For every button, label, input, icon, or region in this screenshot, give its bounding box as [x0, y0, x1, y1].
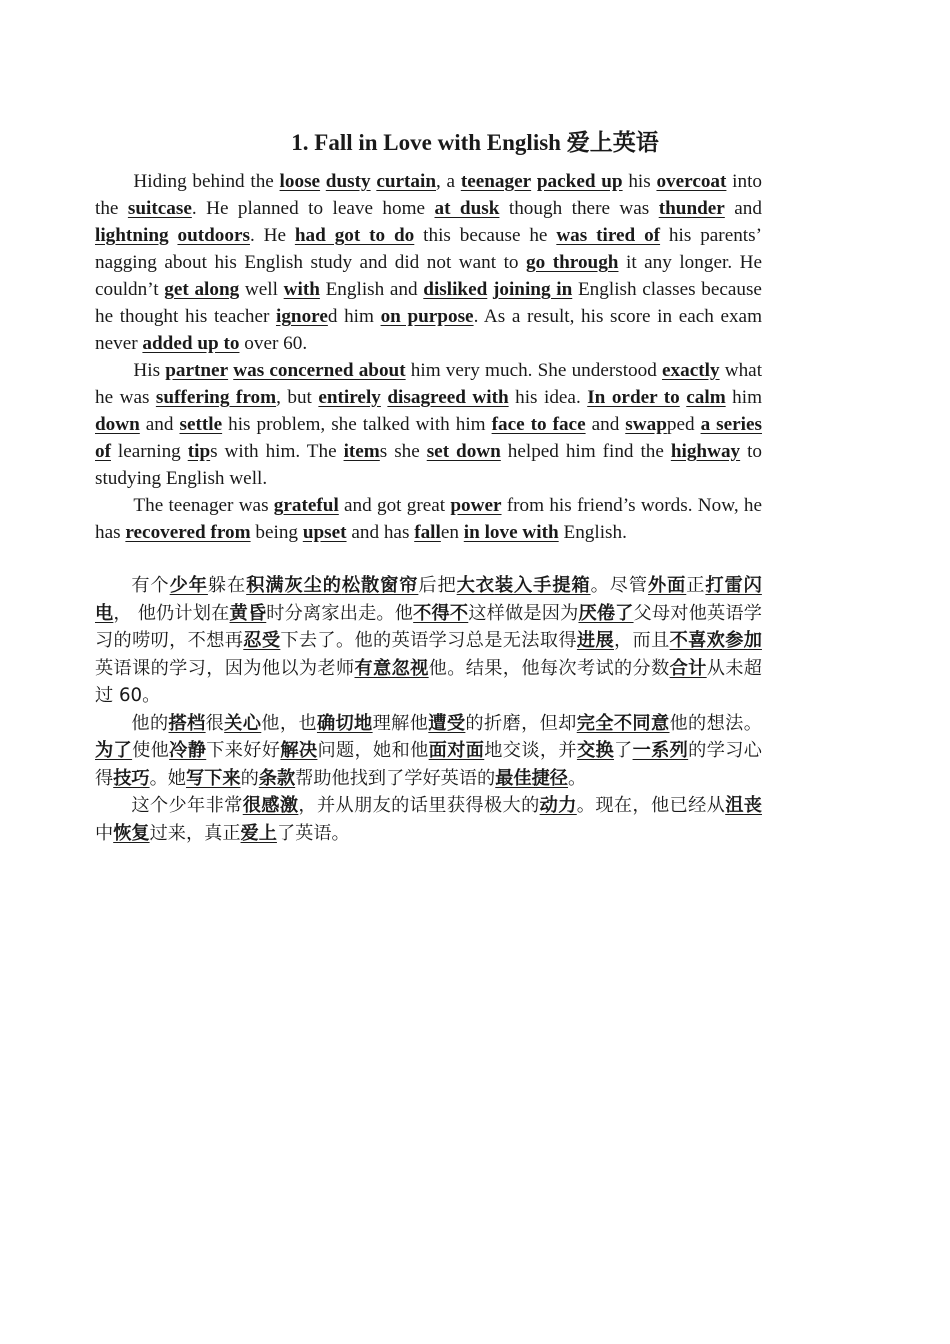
- english-passage: [95, 168, 762, 546]
- english-paragraph: [95, 168, 762, 357]
- highlighted-term: 确切地: [316, 712, 373, 734]
- text-segment: 。: [568, 767, 587, 789]
- highlighted-term: 外面: [648, 575, 687, 596]
- text-segment: s with him. The: [210, 441, 344, 462]
- text-segment: his problem, she talked with him: [222, 414, 492, 435]
- english-paragraph: [95, 492, 762, 546]
- text-segment: to studying English well.: [95, 441, 762, 489]
- text-segment: ped: [666, 414, 701, 435]
- text-segment: 中: [95, 822, 114, 844]
- highlighted-term: 交换: [576, 740, 615, 761]
- text-segment: , but: [276, 387, 319, 408]
- text-segment: helped him find the: [500, 441, 671, 462]
- highlighted-term: partner: [165, 360, 229, 381]
- text-segment: English.: [558, 522, 627, 543]
- text-segment: 问题，她和他: [317, 740, 429, 761]
- highlighted-term: 不喜欢参加: [669, 630, 762, 651]
- text-segment: though there was: [499, 198, 659, 219]
- text-segment: 有个: [131, 575, 170, 596]
- highlighted-term: down: [95, 414, 140, 435]
- document-title: 1. Fall in Love with English 爱上英语: [291, 130, 659, 155]
- highlighted-term: 完全不同意: [576, 712, 670, 734]
- highlighted-term: get along: [164, 279, 240, 300]
- text-segment: his idea.: [508, 387, 588, 408]
- highlighted-term: entirely: [318, 387, 381, 408]
- highlighted-term: 打雷闪电: [95, 575, 762, 624]
- text-segment: 。尽管: [590, 575, 648, 596]
- highlighted-term: 装入手提箱: [494, 575, 591, 596]
- text-segment: 正: [686, 575, 706, 596]
- highlighted-term: lightning: [95, 225, 169, 246]
- text-segment: and: [139, 414, 180, 435]
- highlighted-term: disagreed with: [387, 387, 509, 408]
- text-segment: and: [585, 414, 626, 435]
- highlighted-term: item: [343, 441, 380, 462]
- text-segment: en: [440, 522, 464, 543]
- text-segment: ，而且: [614, 630, 670, 651]
- highlighted-term: 动力: [539, 795, 577, 816]
- highlighted-term: calm: [686, 387, 726, 408]
- highlighted-term: 忍受: [243, 630, 281, 651]
- text-segment: 使他: [132, 740, 170, 761]
- text-segment: learning: [110, 441, 188, 462]
- text-segment: ，并从朋友的话里获得极大的: [298, 795, 540, 816]
- highlighted-term: settle: [179, 414, 223, 435]
- highlighted-term: swap: [625, 414, 667, 435]
- text-segment: over 60.: [239, 333, 308, 354]
- highlighted-term: 搭档: [168, 712, 206, 734]
- text-segment: and: [724, 198, 762, 219]
- text-segment: and got great: [338, 495, 451, 516]
- highlighted-term: was tired of: [556, 225, 661, 246]
- text-segment: . As a result, his score in each exam never: [95, 306, 763, 354]
- text-segment: . He: [249, 225, 295, 246]
- highlighted-term: 进展: [576, 630, 614, 651]
- highlighted-term: grateful: [273, 495, 339, 516]
- text-segment: his: [622, 171, 657, 192]
- chinese-paragraph: [95, 710, 762, 793]
- text-segment: 。她: [149, 767, 186, 789]
- text-segment: 了英语。: [276, 822, 350, 844]
- highlighted-term: 窗帘: [380, 575, 419, 596]
- text-segment: well: [239, 279, 284, 300]
- text-segment: 地交谈，并: [484, 740, 577, 761]
- text-segment: 他。结果，他每次考试的分数: [428, 657, 670, 679]
- text-segment: The teenager was: [133, 495, 274, 516]
- highlighted-term: 积满灰尘的: [246, 575, 342, 596]
- text-segment: and has: [346, 522, 415, 543]
- highlighted-term: 不得不: [413, 602, 469, 624]
- text-segment: 过来，真正: [149, 822, 241, 844]
- text-segment: English and: [319, 279, 424, 300]
- text-segment: 英语课的学习，因为他以为老师: [95, 657, 355, 679]
- highlighted-term: 关心: [224, 712, 262, 734]
- highlighted-term: dusty: [325, 171, 371, 192]
- highlighted-term: thunder: [658, 198, 725, 219]
- highlighted-term: 冷静: [169, 740, 207, 761]
- highlighted-term: loose: [279, 171, 321, 192]
- text-segment: 的学习心得: [95, 740, 762, 789]
- highlighted-term: 松散: [341, 575, 381, 596]
- chinese-paragraph: [95, 792, 762, 847]
- highlighted-term: on purpose: [380, 306, 474, 327]
- highlighted-term: 黄昏: [229, 602, 267, 624]
- text-segment: from his friend’s words. Now, he has: [95, 495, 762, 543]
- highlighted-term: power: [450, 495, 502, 516]
- text-segment: it any longer. He couldn’t: [95, 252, 762, 300]
- highlighted-term: a series of: [95, 414, 762, 462]
- chinese-passage: [95, 572, 762, 847]
- highlighted-term: 条款: [258, 767, 296, 789]
- highlighted-term: outdoors: [177, 225, 250, 246]
- text-segment: his parents’ nagging about his English study and did not want to: [95, 225, 762, 273]
- highlighted-term: 一系列: [632, 740, 689, 761]
- highlighted-term: upset: [302, 522, 347, 543]
- highlighted-term: 写下来: [185, 767, 241, 789]
- text-segment: 的折磨，但却: [465, 712, 577, 734]
- text-segment: 从未超过 60。: [95, 657, 762, 706]
- highlighted-term: in love with: [463, 522, 559, 543]
- text-segment: him very much. She understood: [405, 360, 663, 381]
- text-segment: 这个少年非常: [131, 795, 243, 816]
- highlighted-term: In order to: [587, 387, 680, 408]
- text-segment: 很: [205, 712, 225, 734]
- text-segment: 时分离家出走。他: [266, 602, 414, 624]
- highlighted-term: tip: [187, 441, 211, 462]
- highlighted-term: highway: [670, 441, 741, 462]
- text-segment: being: [250, 522, 303, 543]
- text-segment: d him: [327, 306, 381, 327]
- highlighted-term: 很感激: [242, 795, 299, 816]
- text-segment: 帮助他找到了学好英语的: [295, 767, 496, 789]
- text-segment: 下去了。他的英语学习总是无法取得: [280, 630, 577, 651]
- text-segment: 父母对他英语学习的唠叨，不想再: [95, 602, 762, 651]
- highlighted-term: was concerned about: [233, 360, 406, 381]
- highlighted-term: fall: [414, 522, 441, 543]
- text-segment: 躲在: [207, 575, 247, 596]
- highlighted-term: overcoat: [656, 171, 727, 192]
- english-paragraph: [95, 357, 762, 492]
- text-segment: 这样做是因为: [468, 602, 579, 624]
- highlighted-term: recovered from: [125, 522, 251, 543]
- text-segment: 理解他: [372, 712, 429, 734]
- highlighted-term: 解决: [280, 740, 318, 761]
- highlighted-term: with: [283, 279, 320, 300]
- highlighted-term: 面对面: [428, 740, 485, 761]
- highlighted-term: 沮丧: [725, 795, 762, 816]
- text-segment: 。现在，他已经从: [576, 795, 726, 816]
- highlighted-term: face to face: [491, 414, 586, 435]
- text-segment: 了: [614, 740, 633, 761]
- highlighted-term: teenager: [460, 171, 532, 192]
- text-segment: 的: [240, 767, 259, 789]
- highlighted-term: 爱上: [240, 822, 277, 844]
- text-segment: 后把: [418, 575, 457, 596]
- highlighted-term: 合计: [669, 657, 707, 679]
- text-segment: into the: [95, 171, 763, 219]
- text-segment: His: [133, 360, 166, 381]
- chinese-paragraph: [95, 572, 762, 710]
- text-segment: s she: [379, 441, 427, 462]
- highlighted-term: 为了: [95, 740, 133, 761]
- highlighted-term: 大衣: [456, 575, 495, 596]
- highlighted-term: at dusk: [434, 198, 500, 219]
- highlighted-term: had got to do: [294, 225, 415, 246]
- highlighted-term: suffering from: [155, 387, 277, 408]
- text-segment: 他，也: [261, 712, 317, 734]
- highlighted-term: curtain: [376, 171, 437, 192]
- text-segment: ， 他仍计划在: [113, 602, 230, 624]
- highlighted-term: 技巧: [113, 767, 150, 789]
- text-segment: , a: [436, 171, 461, 192]
- text-segment: Hiding behind the: [133, 171, 280, 192]
- text-segment: English classes because he thought his teacher: [95, 279, 762, 327]
- highlighted-term: exactly: [662, 360, 720, 381]
- text-segment: what he was: [95, 360, 763, 408]
- highlighted-term: ignore: [275, 306, 328, 327]
- text-segment: this because he: [414, 225, 557, 246]
- highlighted-term: set down: [426, 441, 501, 462]
- highlighted-term: go through: [526, 252, 619, 273]
- text-segment: him: [725, 387, 763, 408]
- highlighted-term: joining in: [492, 279, 573, 300]
- highlighted-term: 恢复: [113, 822, 150, 844]
- text-segment: 他的想法。: [669, 712, 762, 734]
- text-segment: . He planned to leave home: [191, 198, 435, 219]
- highlighted-term: 有意忽视: [354, 657, 429, 679]
- highlighted-term: 厌倦了: [578, 602, 634, 624]
- highlighted-term: packed up: [536, 171, 623, 192]
- highlighted-term: added up to: [142, 333, 240, 354]
- text-segment: 他的: [131, 712, 169, 734]
- highlighted-term: suitcase: [127, 198, 192, 219]
- text-segment: 下来好好: [206, 740, 281, 761]
- highlighted-term: 少年: [169, 575, 208, 596]
- highlighted-term: disliked: [423, 279, 488, 300]
- highlighted-term: 遭受: [428, 712, 466, 734]
- highlighted-term: 最佳捷径: [495, 767, 568, 789]
